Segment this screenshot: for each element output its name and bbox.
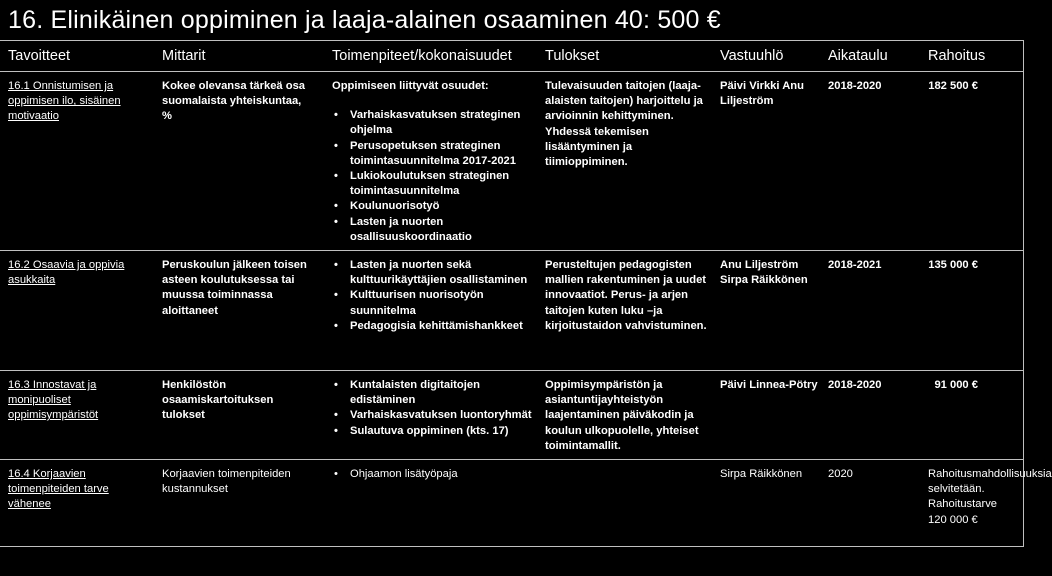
- actions-list: [332, 467, 532, 482]
- list-item: • Kulttuurisen nuorisotyön suunnitelma: [332, 288, 532, 318]
- table-row: [0, 371, 1023, 460]
- actions-cell: [332, 258, 532, 334]
- table-row: [0, 251, 1023, 371]
- schedule-cell: 2018-2021: [828, 259, 882, 271]
- action-plan-table: [0, 40, 1052, 547]
- goal-cell[interactable]: 16.1 Onnistumisen ja oppimisen ilo, sisäinen motivaatio: [8, 80, 121, 123]
- actions-cell: [332, 79, 532, 245]
- responsible-cell: Päivi Linnea-Pötry: [720, 379, 818, 391]
- metric-cell: Korjaavien toimenpiteiden kustannukset: [162, 468, 291, 496]
- table-row: [0, 72, 1023, 251]
- metric-cell: Kokee olevansa tärkeä osa suomalaista yhteiskuntaa, %: [162, 80, 306, 123]
- table-header: [0, 41, 1023, 72]
- responsible-cell: Anu Liljeström Sirpa Räikkönen: [720, 259, 808, 287]
- actions-list: [332, 378, 532, 439]
- header-actions: Toimenpiteet/kokonaisuudet: [332, 48, 512, 64]
- list-item: • Lasten ja nuorten sekä kulttuurikäyttäjien osallistaminen: [332, 258, 532, 288]
- schedule-cell: 2018-2020: [828, 379, 882, 391]
- list-item: • Sulautuva oppiminen (kts. 17): [332, 424, 532, 439]
- list-item: • Lasten ja nuorten osallisuuskoordinaatio: [332, 215, 532, 245]
- header-schedule: Aikataulu: [828, 48, 888, 64]
- list-item: • Ohjaamon lisätyöpaja: [332, 467, 532, 482]
- list-item: • Perusopetuksen strateginen toimintasuunnitelma 2017-2021: [332, 139, 532, 169]
- schedule-cell: 2018-2020: [828, 80, 882, 92]
- metric-cell: Henkilöstön osaamiskartoituksen tulokset: [162, 379, 274, 422]
- funding-cell: 182 500 €: [928, 80, 978, 92]
- table-row: [0, 460, 1052, 546]
- goal-cell[interactable]: 16.2 Osaavia ja oppivia asukkaita: [8, 259, 125, 287]
- responsible-cell: Päivi Virkki Anu Liljeström: [720, 80, 804, 108]
- actions-cell: [332, 378, 532, 439]
- list-item: • Varhaiskasvatuksen luontoryhmät: [332, 408, 532, 423]
- list-item: • Koulunuorisotyö: [332, 199, 532, 214]
- results-cell: Oppimisympäristön ja asiantuntijayhteistyön laajentaminen päiväkodin ja koulun ulkopuolelle, yhteiset toimintamallit.: [545, 379, 699, 452]
- header-funding: Rahoitus: [928, 48, 986, 64]
- actions-list: [332, 258, 532, 334]
- actions-list: [332, 108, 532, 245]
- funding-cell: Rahoitusmahdollisuuksia selvitetään. Rahoitustarve 120 000 €: [928, 468, 1052, 526]
- header-responsible: Vastuuhlö: [720, 48, 784, 64]
- funding-cell: 135 000 €: [928, 259, 978, 271]
- metric-cell: Peruskoulun jälkeen toisen asteen koulutuksessa tai muussa toiminnassa aloittaneet: [162, 259, 307, 317]
- list-item: • Lukiokoulutuksen strateginen toimintasuunnitelma: [332, 169, 532, 199]
- page-title: 16. Elinikäinen oppiminen ja laaja-alainen osaaminen 40: 500 €: [8, 6, 721, 34]
- goal-cell[interactable]: 16.4 Korjaavien toimenpiteiden tarve vähenee: [8, 468, 109, 511]
- list-item: • Varhaiskasvatuksen strateginen ohjelma: [332, 108, 532, 138]
- header-metrics: Mittarit: [162, 48, 206, 64]
- list-item: • Pedagogisia kehittämishankkeet: [332, 319, 532, 334]
- header-goals: Tavoitteet: [8, 48, 71, 64]
- actions-intro: Oppimiseen liittyvät osuudet:: [332, 80, 489, 92]
- schedule-cell: 2020: [828, 468, 853, 480]
- responsible-cell: Sirpa Räikkönen: [720, 468, 803, 480]
- goal-cell[interactable]: 16.3 Innostavat ja monipuoliset oppimisympäristöt: [8, 379, 99, 422]
- list-item: • Kuntalaisten digitaitojen edistäminen: [332, 378, 532, 408]
- results-cell: Perusteltujen pedagogisten mallien rakentuminen ja uudet innovaatiot. Perus- ja arjen taitojen kuten luku –ja kirjoitustaidon vahvistuminen.: [545, 259, 707, 332]
- actions-cell: [332, 467, 532, 482]
- funding-cell: 91 000 €: [934, 379, 978, 391]
- header-results: Tulokset: [545, 48, 600, 64]
- results-cell: Tulevaisuuden taitojen (laaja-alaisten taitojen) harjoittelu ja arvioinnin kehittyminen. Yhdessä tekemisen lisääntyminen ja tiimioppiminen.: [545, 80, 703, 169]
